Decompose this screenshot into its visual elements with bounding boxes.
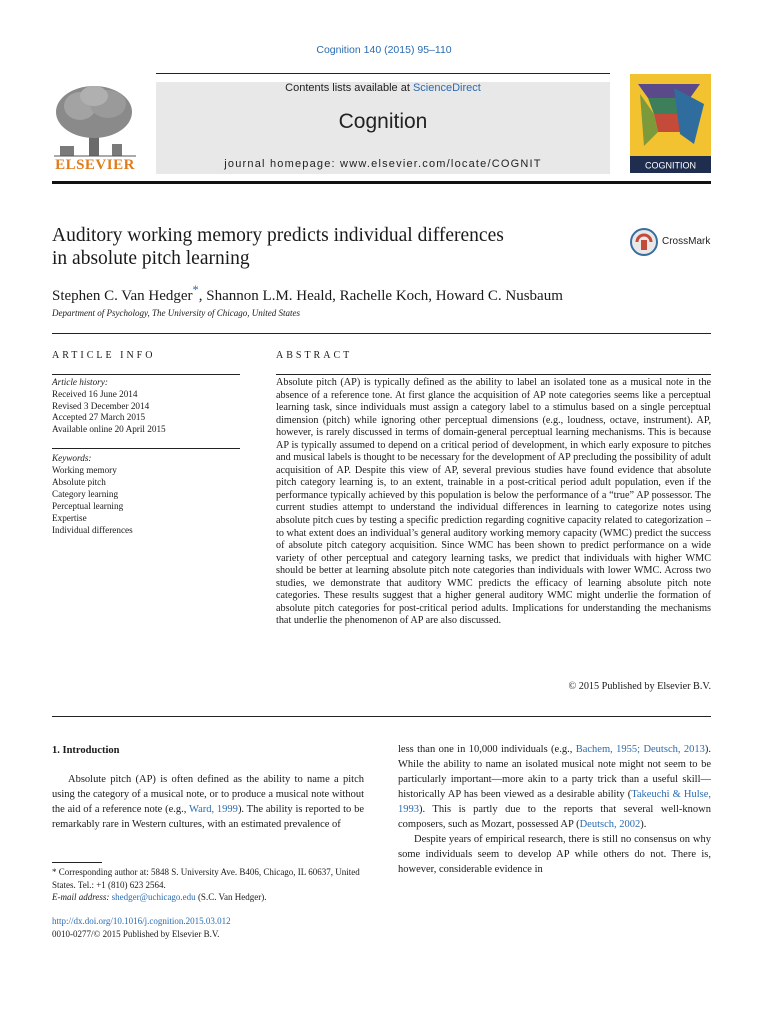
keyword: Expertise	[52, 513, 87, 523]
history-received: Received 16 June 2014	[52, 388, 138, 399]
article-title: Auditory working memory predicts individual differences in absolute pitch learning	[52, 225, 504, 269]
citation-link[interactable]: Takeuchi & Hulse, 1993	[398, 789, 712, 815]
journal-homepage[interactable]: journal homepage: www.elsevier.com/locate/COGNIT	[224, 158, 542, 170]
author-list: Stephen C. Van Hedger*, Shannon L.M. Heald, Rachelle Koch, Howard C. Nusbaum	[52, 283, 563, 304]
introduction-heading: 1. Introduction	[52, 745, 120, 756]
intro-paragraph-1: Absolute pitch (AP) is often defined as the ability to name a pitch using the category of a musical note, or to produce a musical note without the aid of a reference note (e.g., Ward, 1999). The ability is reported to be remarkably rare in Western cultures, with an estimated prevalence of	[52, 774, 364, 830]
article-history: Article history: Received 16 June 2014 Revised 3 December 2014 Accepted 27 March 2015 Available online 20 April 2015	[52, 377, 166, 435]
history-online: Available online 20 April 2015	[52, 424, 166, 435]
elsevier-wordmark: ELSEVIER	[55, 157, 135, 173]
history-revised: Revised 3 December 2014	[52, 400, 150, 411]
section-rule	[52, 333, 711, 334]
affiliation: Department of Psychology, The University of Chicago, United States	[52, 308, 300, 318]
sciencedirect-link[interactable]: ScienceDirect	[412, 82, 481, 94]
article-info-rule	[52, 374, 240, 375]
keyword: Perceptual learning	[52, 501, 124, 511]
keyword: Category learning	[52, 489, 119, 499]
journal-cover-image	[630, 74, 711, 173]
abstract-text: Absolute pitch (AP) is typically defined as the ability to label an isolated tone as a musical note in the absence of a reference tone. At first glance the acquisition of AP note categories seems like a perceptual learning task, since individuals must assign a category label to a stimulus based on a single perceptual dimension (pitch) while ignoring other perceptual dimensions (e.g., loudness, octave, instrument). AP, however, is rarely discussed in terms of domain-general perceptual learning mechanisms. This is because AP is typically assumed to depend on a critical period of development, in which early exposure to pitches and musical labels is thought to be necessary for the development of AP precluding the possibility of adult acquisition of AP. Despite this view of AP, several previous studies have found evidence that absolute pitch category learning is, to an extent, trainable in a post-critical period adult population, even if the performance typically achieved by this population is below the performance of a “true” AP possessor. The current studies attempt to understand the individual differences in learning to categorize notes using absolute pitch cues by testing a specific prediction regarding cognitive capacity related to categorization – to what extent does an individual’s general auditory working memory capacity (WMC) predict the success of absolute pitch category acquisition. Since WMC has been shown to predict performance on a wide variety of other perceptual and category learning tasks, we predict that individuals with higher WMC should be better at learning absolute pitch note categories than individuals with lower WMC. Across two studies, we demonstrate that auditory WMC predicts the efficacy of learning absolute pitch note categories. These results suggest that a higher general auditory WMC might underlie the formation of absolute pitch categories for post-critical period adults. Implications for understanding the mechanisms that underlie the phenomenon of AP are also discussed.	[276, 377, 711, 627]
article-info-heading: ARTICLE INFO	[52, 350, 156, 361]
keywords-rule	[52, 448, 240, 449]
intro-paragraph-2: Despite years of empirical research, there is still no consensus on why some individuals seem to develop AP while others do not. There is, however, considerable evidence in	[398, 834, 711, 875]
doi-link[interactable]: http://dx.doi.org/10.1016/j.cognition.2015.03.012	[52, 916, 231, 926]
citation-link[interactable]: Bachem, 1955; Deutsch, 2013	[575, 744, 705, 755]
header-rule	[156, 73, 610, 74]
citation-link[interactable]: Deutsch, 2002	[579, 819, 641, 830]
corresponding-author-note: * Corresponding author at: 5848 S. University Ave. B406, Chicago, IL 60637, United States. Tel.: +1 (810) 623 2564.	[52, 867, 360, 890]
abstract-heading: ABSTRACT	[276, 350, 353, 361]
journal-name: Cognition	[338, 110, 428, 133]
keyword: Absolute pitch	[52, 477, 106, 487]
abstract-copyright: © 2015 Published by Elsevier B.V.	[568, 681, 711, 692]
history-accepted: Accepted 27 March 2015	[52, 412, 146, 423]
intro-paragraph-continued: less than one in 10,000 individuals (e.g., Bachem, 1955; Deutsch, 2013). While the ability to name an isolated musical note might not seem to be particularly important—more akin to a party trick than a useful skill— historically AP has been viewed as a desirable ability (Takeuchi & Hulse, 1993). This is partly due to the reports that several well-known composers, such as Mozart, possessed AP (Deutsch, 2002).	[398, 744, 712, 830]
crossmark-label[interactable]: CrossMark	[662, 236, 711, 247]
header-thick-rule	[52, 181, 711, 184]
keyword: Individual differences	[52, 525, 133, 535]
issn-line: 0010-0277/© 2015 Published by Elsevier B.V.	[52, 929, 220, 939]
email-link[interactable]: shedger@uchicago.edu	[111, 892, 196, 902]
journal-banner	[156, 82, 610, 174]
contents-line: Contents lists available at ScienceDirect	[285, 82, 481, 94]
abstract-rule	[276, 374, 711, 375]
crossmark-icon	[630, 228, 660, 256]
footnote: * Corresponding author at: 5848 S. University Ave. B406, Chicago, IL 60637, United States. Tel.: +1 (810) 623 2564. E-mail address: shedger@uchicago.edu (S.C. Van Hedger).	[52, 866, 364, 904]
intro-column-2	[398, 742, 711, 877]
keyword: Working memory	[52, 465, 117, 475]
cover-title: COGNITION	[645, 160, 696, 171]
journal-citation[interactable]: Cognition 140 (2015) 95–110	[316, 44, 452, 56]
corresponding-author-mark[interactable]: *	[192, 283, 199, 297]
keywords-list: Keywords: Working memory Absolute pitch Category learning Perceptual learning Expertise Individual differences	[52, 453, 133, 535]
footnote-rule	[52, 862, 102, 863]
body-rule	[52, 716, 711, 717]
citation-link[interactable]: Ward, 1999	[189, 804, 238, 815]
